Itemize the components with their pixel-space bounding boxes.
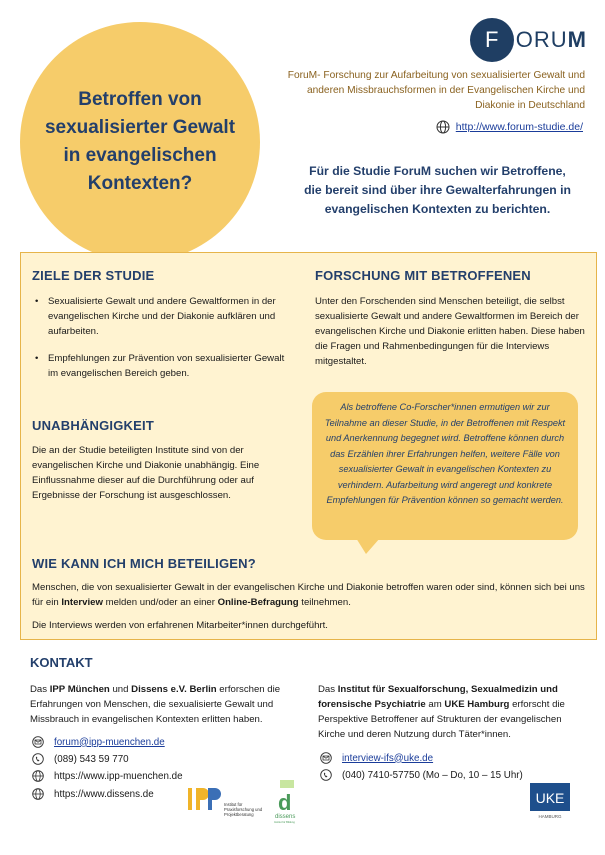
contact-email-right bbox=[320, 752, 433, 764]
globe-icon bbox=[32, 788, 44, 800]
email-icon bbox=[32, 736, 44, 748]
globe-icon bbox=[436, 120, 450, 134]
logo-text: ORU bbox=[515, 27, 568, 52]
contact-email-left bbox=[32, 736, 165, 748]
svg-text:Institut für Bildung: Institut für Bildung bbox=[274, 821, 295, 824]
section-heading-beteiligen: WIE KANN ICH MICH BETEILIGEN? bbox=[32, 556, 256, 571]
forum-logo bbox=[470, 18, 587, 62]
text-span: erforschen die Erfahrungen von Menschen, die sexualisierte Gewalt und Missbrauch in evangelischen Kontexten erlitten haben. bbox=[30, 684, 281, 725]
section-heading-unabhaengigkeit: UNABHÄNGIGKEIT bbox=[32, 418, 154, 433]
list-item: • Sexualisierte Gewalt und andere Gewaltformen in der evangelischen Kirche und der Diakonie aufklären und aufarbeiten. bbox=[32, 294, 290, 339]
logo-mark: F bbox=[470, 18, 514, 62]
email-link[interactable]: forum@ipp-muenchen.de bbox=[54, 736, 165, 748]
dissens-name: Dissens e.V. Berlin bbox=[131, 684, 217, 695]
list-item: • Empfehlungen zur Prävention von sexualisierter Gewalt im evangelischen Bereich geben. bbox=[32, 351, 290, 381]
forschung-text: Unter den Forschenden sind Menschen beteiligt, die selbst sexualisierte Gewalt und andere Gewaltformen im Bereich der evangelischen Kirche und Diakonie erlitten haben. Diese haben die Fragen und Rahmenbedingungen für die Interviews mitgestaltet. bbox=[315, 296, 585, 367]
page-title: Betroffen von sexualisierter Gewalt in evangelischen Kontexten? bbox=[44, 89, 236, 194]
uke-name: UKE Hamburg bbox=[444, 699, 510, 710]
org-description bbox=[285, 68, 585, 113]
website-link[interactable]: http://www.forum-studie.de/ bbox=[455, 121, 583, 133]
call-line: die bereit sind über ihre Gewalterfahrungen in bbox=[304, 183, 571, 197]
kontakt-heading: KONTAKT bbox=[30, 655, 93, 670]
text-span: teilnehmen. bbox=[298, 597, 351, 608]
org-line: Diakonie in Deutschland bbox=[475, 100, 585, 111]
interview-bold: Interview bbox=[61, 597, 103, 608]
svg-text:HAMBURG: HAMBURG bbox=[538, 814, 562, 819]
beteiligen-text-2: Die Interviews werden von erfahrenen Mitarbeiter*innen durchgeführt. bbox=[32, 620, 328, 631]
call-to-action bbox=[285, 162, 590, 219]
text-span: Das bbox=[318, 684, 338, 695]
contact-phone-left bbox=[32, 753, 129, 765]
svg-text:Projektberatung: Projektberatung bbox=[224, 812, 254, 817]
svg-text:UKE: UKE bbox=[535, 790, 565, 806]
text-span: und bbox=[109, 684, 132, 695]
section-heading-ziele: ZIELE DER STUDIE bbox=[32, 268, 155, 283]
ipp-name: IPP München bbox=[49, 684, 110, 695]
ifs-name: Institut für Sexualforschung, Sexualmedizin und forensische Psychiatrie bbox=[318, 684, 558, 710]
svg-text:Institut für: Institut für bbox=[224, 802, 243, 807]
uke-logo bbox=[530, 783, 570, 821]
dissens-logo bbox=[272, 778, 306, 828]
contact-web-left-2 bbox=[32, 788, 154, 800]
phone-number: (040) 7410-57750 (Mo – Do, 10 – 15 Uhr) bbox=[342, 769, 523, 781]
quote-bubble bbox=[312, 392, 578, 540]
unabhaengigkeit-text: Die an der Studie beteiligten Institute sind von der evangelischen Kirche und Diakonie unabhängig. Eine Einflussnahme dieser auf die Durchführung oder auf Ergebnisse der Forschung ist ausgeschlossen. bbox=[32, 445, 260, 501]
text-span: melden und/oder an einer bbox=[102, 597, 218, 608]
email-icon bbox=[320, 752, 332, 764]
logo-text-bold: M bbox=[567, 27, 587, 52]
phone-number: (089) 543 59 770 bbox=[54, 753, 129, 765]
text-span: am bbox=[425, 699, 445, 710]
call-line: Für die Studie ForuM suchen wir Betroffene, bbox=[309, 164, 566, 178]
text-span: Das bbox=[30, 684, 50, 695]
svg-text:d: d bbox=[278, 790, 292, 815]
globe-icon bbox=[32, 770, 44, 782]
website-text[interactable]: https://www.ipp-muenchen.de bbox=[54, 770, 183, 782]
beteiligen-text bbox=[32, 580, 588, 610]
kontakt-left-text bbox=[30, 682, 300, 727]
website-text[interactable]: https://www.dissens.de bbox=[54, 788, 154, 800]
svg-text:Praxisforschung und: Praxisforschung und bbox=[224, 807, 263, 812]
quote-text: Als betroffene Co-Forscher*innen ermutigen wir zur Teilnahme an dieser Studie, in der Betroffenen mit Respekt und Anerkennung begegnet wird. Betroffene können durch das Erzählen ihrer Erfahrungen helfen, weitere Fälle von sexualisierter Gewalt in evangelischen Kontexten zu verhindern. Aufarbeitung wird angeregt und konkrete Empfehlungen für Prävention können so gemacht werden. bbox=[324, 402, 566, 505]
bubble-tail bbox=[356, 538, 380, 554]
contact-web-left-1 bbox=[32, 770, 183, 782]
email-link[interactable]: interview-ifs@uke.de bbox=[342, 752, 434, 764]
contact-phone-right bbox=[320, 769, 523, 781]
phone-icon bbox=[320, 769, 332, 781]
phone-icon bbox=[32, 753, 44, 765]
online-befragung-bold: Online-Befragung bbox=[217, 597, 299, 608]
website-row bbox=[436, 120, 583, 134]
title-circle bbox=[20, 22, 260, 262]
text-span: Menschen, die von sexualisierter Gewalt in der evangelischen Kirche und Diakonie betroffen waren oder sind, können sich bei uns für ein bbox=[32, 582, 585, 608]
ziele-list bbox=[32, 294, 290, 393]
kontakt-right-text bbox=[318, 682, 588, 742]
call-line: evangelischen Kontexten zu berichten. bbox=[324, 202, 551, 216]
ipp-logo bbox=[186, 784, 263, 824]
svg-text:dissens: dissens bbox=[275, 814, 296, 820]
org-line: anderen Missbrauchsformen in der Evangelischen Kirche und bbox=[306, 85, 585, 96]
org-line: ForuM- Forschung zur Aufarbeitung von sexualisierter Gewalt und bbox=[287, 70, 585, 81]
section-heading-forschung: FORSCHUNG MIT BETROFFENEN bbox=[315, 268, 531, 283]
text-span: erforscht die Perspektive Betroffener auf Strukturen der evangelischen Kirche und deren Nutzung durch Täter*innen. bbox=[318, 699, 565, 740]
